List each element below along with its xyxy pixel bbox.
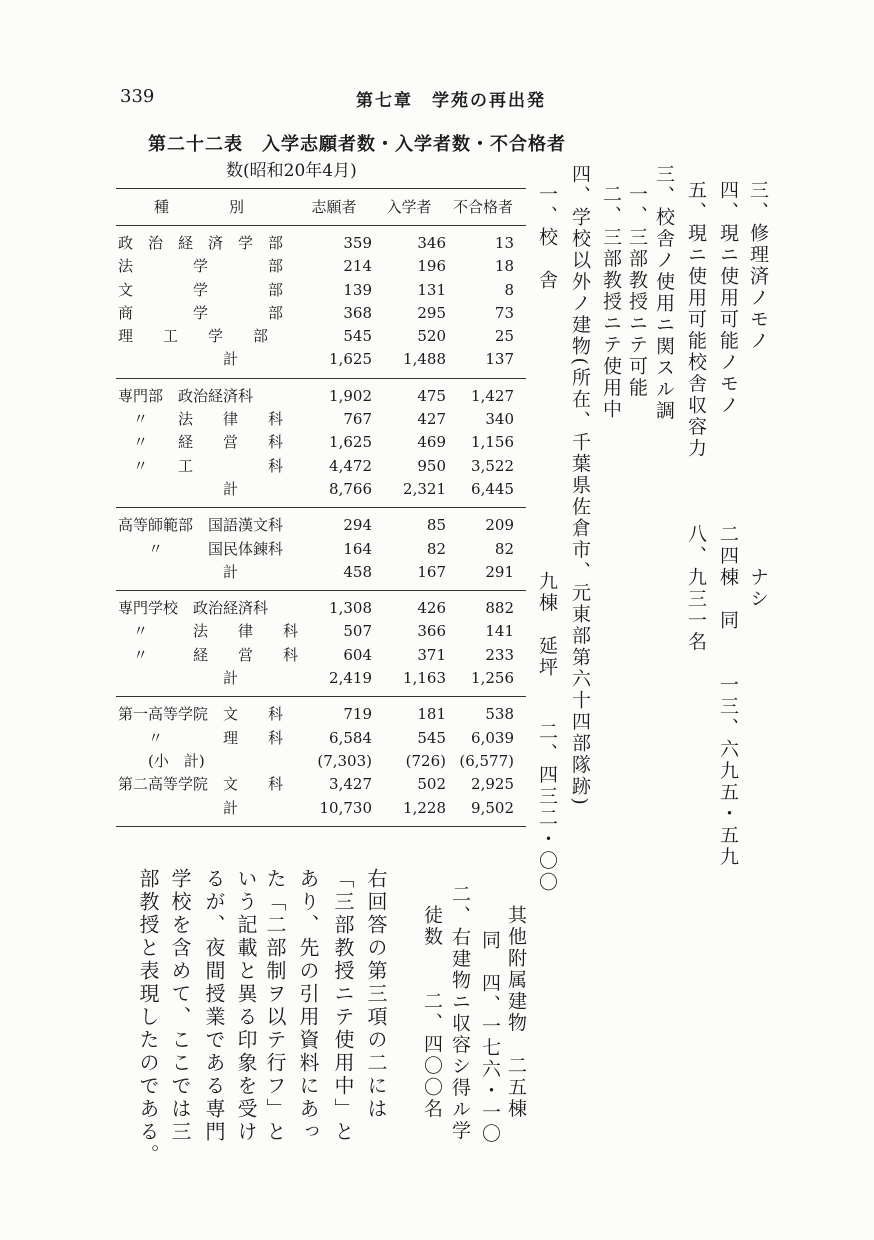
survey-line: 二、右建物ニ収容シ得ル学 — [449, 884, 471, 1142]
row-label: 高等師範部 国語漢文科 — [118, 516, 284, 535]
rejected-cell: 82 — [494, 539, 514, 558]
rejected-cell: 3,522 — [471, 456, 514, 475]
table-row — [116, 408, 526, 431]
applicants-cell: 8,766 — [329, 479, 372, 498]
survey-line: 五、現ニ使用可能校舎収容力 八、九三一名 — [685, 180, 707, 653]
row-label: 計 — [118, 350, 239, 369]
table-row — [116, 538, 526, 561]
rejected-cell: 137 — [485, 350, 514, 369]
applicants-cell: 545 — [343, 327, 372, 346]
applicants-cell: 458 — [343, 562, 372, 581]
table-title: 第二十二表 入学志願者数・入学者数・不合格者 — [148, 134, 566, 155]
survey-line: 一、校 舎 九棟 延坪 二、四三二・〇〇 — [536, 184, 558, 894]
applicants-cell: 1,902 — [329, 386, 372, 405]
survey-line: 一、三部教授ニテ可能 — [626, 184, 648, 399]
prose-line: 学校を含めて、ここでは三 — [168, 868, 192, 1144]
table-row — [116, 620, 526, 643]
admitted-cell: 2,321 — [403, 479, 446, 498]
table-row — [116, 797, 526, 820]
page-number: 339 — [120, 86, 155, 107]
survey-line: 其他附属建物 二五棟 — [505, 905, 527, 1120]
table-row — [116, 561, 526, 584]
table-row — [116, 232, 526, 255]
survey-line: 三、校舎ノ使用ニ関スル調 — [653, 164, 675, 422]
admitted-cell: 475 — [417, 386, 446, 405]
admitted-cell: 85 — [426, 516, 446, 535]
row-label: 専門学校 政治経済科 — [118, 599, 269, 618]
rejected-cell: 233 — [485, 645, 514, 664]
table-group — [116, 226, 526, 379]
admitted-cell: 295 — [417, 303, 446, 322]
rejected-cell: 291 — [485, 562, 514, 581]
survey-line: 徒数 二、四〇〇名 — [421, 905, 443, 1120]
applicants-cell: 214 — [343, 257, 372, 276]
applicants-cell: 767 — [343, 410, 372, 429]
table-body — [116, 226, 526, 827]
table-row — [116, 325, 526, 348]
row-label: 第一高等学院 文 科 — [118, 705, 284, 724]
admitted-cell: 131 — [417, 280, 446, 299]
rejected-cell: 18 — [494, 257, 514, 276]
rejected-cell: 6,039 — [471, 728, 514, 747]
prose-line: るが、夜間授業である専門 — [202, 868, 226, 1144]
rejected-cell: (6,577) — [459, 751, 514, 770]
applicants-cell: 2,419 — [329, 669, 372, 688]
row-label: 文 学 部 — [118, 280, 284, 299]
table-row — [116, 667, 526, 690]
admitted-cell: 950 — [417, 456, 446, 475]
table-row — [116, 703, 526, 726]
enrollment-table — [116, 188, 526, 827]
applicants-cell: (7,303) — [317, 751, 372, 770]
prose-line: 部教授と表現したのである。 — [136, 868, 160, 1167]
admitted-cell: 167 — [417, 562, 446, 581]
row-label: 〃 法 律 科 — [118, 410, 284, 429]
survey-line: 同 四、一七六・一〇 — [479, 930, 501, 1145]
applicants-cell: 1,625 — [329, 433, 372, 452]
column-header: 種 別 — [154, 198, 245, 216]
admitted-cell: 196 — [417, 257, 446, 276]
table-row — [116, 597, 526, 620]
rejected-cell: 6,445 — [471, 479, 514, 498]
rejected-cell: 882 — [485, 599, 514, 618]
table-row — [116, 431, 526, 454]
row-label: 計 — [118, 479, 239, 498]
table-group — [116, 697, 526, 826]
row-label: 〃 工 科 — [118, 456, 284, 475]
rejected-cell: 1,156 — [471, 433, 514, 452]
table-row — [116, 279, 526, 302]
admitted-cell: 371 — [417, 645, 446, 664]
row-label: 計 — [118, 562, 239, 581]
admitted-cell: 426 — [417, 599, 446, 618]
table-row — [116, 750, 526, 773]
row-label: 第二高等学院 文 科 — [118, 775, 284, 794]
admitted-cell: 469 — [417, 433, 446, 452]
prose-line: あり、先の引用資料にあっ — [296, 868, 320, 1144]
table-row — [116, 348, 526, 371]
table-row — [116, 455, 526, 478]
table-row — [116, 255, 526, 278]
applicants-cell: 6,584 — [329, 728, 372, 747]
row-label: 理 工 学 部 — [118, 327, 269, 346]
table-group — [116, 591, 526, 697]
applicants-cell: 1,308 — [329, 599, 372, 618]
rejected-cell: 2,925 — [471, 775, 514, 794]
prose-line: いう記載と異る印象を受け — [234, 868, 258, 1144]
row-label: (小 計) — [118, 751, 205, 770]
applicants-cell: 164 — [343, 539, 372, 558]
survey-line: 四、学校以外ノ建物(所在、千葉県佐倉市、元東部第六十四部隊跡) — [569, 164, 591, 808]
column-header: 志願者 — [311, 198, 357, 216]
row-label: 専門部 政治経済科 — [118, 386, 254, 405]
admitted-cell: 520 — [417, 327, 446, 346]
table-row — [116, 514, 526, 537]
rejected-cell: 141 — [485, 622, 514, 641]
rejected-cell: 13 — [494, 234, 514, 252]
row-label: 〃 理 科 — [118, 728, 284, 747]
rejected-cell: 8 — [504, 280, 514, 299]
rejected-cell: 73 — [494, 303, 514, 322]
applicants-cell: 10,730 — [319, 798, 372, 817]
column-header: 不合格者 — [452, 198, 513, 216]
admitted-cell: 366 — [417, 622, 446, 641]
prose-line: た「二部制ヲ以テ行フ」と — [263, 868, 287, 1144]
applicants-cell: 294 — [343, 516, 372, 535]
admitted-cell: 82 — [426, 539, 446, 558]
admitted-cell: 346 — [417, 234, 446, 252]
row-label: 計 — [118, 798, 239, 817]
table-group — [116, 508, 526, 591]
applicants-cell: 3,427 — [329, 775, 372, 794]
table-row — [116, 385, 526, 408]
table-row — [116, 773, 526, 796]
row-label: 法 学 部 — [118, 257, 284, 276]
row-label: 〃 経 営 科 — [118, 433, 284, 452]
admitted-cell: 502 — [417, 775, 446, 794]
row-label: 商 学 部 — [118, 303, 284, 322]
prose-line: 「三部教授ニテ使用中」と — [331, 868, 355, 1144]
row-label: 〃 法 律 科 — [118, 622, 299, 641]
row-label: 計 — [118, 669, 239, 688]
admitted-cell: 427 — [417, 410, 446, 429]
admitted-cell: 545 — [417, 728, 446, 747]
row-label: 〃 国民体錬科 — [118, 539, 284, 558]
rejected-cell: 25 — [494, 327, 514, 346]
applicants-cell: 368 — [343, 303, 372, 322]
rejected-cell: 1,256 — [471, 669, 514, 688]
table-row — [116, 302, 526, 325]
prose-line: 右回答の第三項の二には — [364, 868, 388, 1121]
table-subtitle: 数(昭和20年4月) — [226, 161, 357, 181]
applicants-cell: 507 — [343, 622, 372, 641]
table-group — [116, 379, 526, 508]
survey-line: 二、三部教授ニテ使用中 — [600, 184, 622, 421]
applicants-cell: 604 — [343, 645, 372, 664]
column-header: 入学者 — [386, 198, 432, 216]
table-row — [116, 478, 526, 501]
table-row — [116, 644, 526, 667]
admitted-cell: 1,488 — [403, 350, 446, 369]
running-head: 第七章 学苑の再出発 — [356, 91, 546, 111]
table-row — [116, 727, 526, 750]
row-label: 政 治 経 済 学 部 — [118, 234, 284, 252]
table-header-row — [116, 188, 526, 226]
applicants-cell: 1,625 — [329, 350, 372, 369]
rejected-cell: 538 — [485, 705, 514, 724]
survey-line: 三、修理済ノモノ ナシ — [747, 180, 769, 610]
applicants-cell: 719 — [343, 705, 372, 724]
rejected-cell: 1,427 — [471, 386, 514, 405]
survey-line: 四、現ニ使用可能ノモノ 二四棟 同 一三、六九五・五九 — [717, 180, 739, 868]
rejected-cell: 209 — [485, 516, 514, 535]
admitted-cell: 1,228 — [403, 798, 446, 817]
rejected-cell: 9,502 — [471, 798, 514, 817]
applicants-cell: 4,472 — [329, 456, 372, 475]
admitted-cell: 181 — [417, 705, 446, 724]
admitted-cell: 1,163 — [403, 669, 446, 688]
rejected-cell: 340 — [485, 410, 514, 429]
row-label: 〃 経 営 科 — [118, 645, 299, 664]
admitted-cell: (726) — [405, 751, 446, 770]
applicants-cell: 139 — [343, 280, 372, 299]
applicants-cell: 359 — [343, 234, 372, 252]
